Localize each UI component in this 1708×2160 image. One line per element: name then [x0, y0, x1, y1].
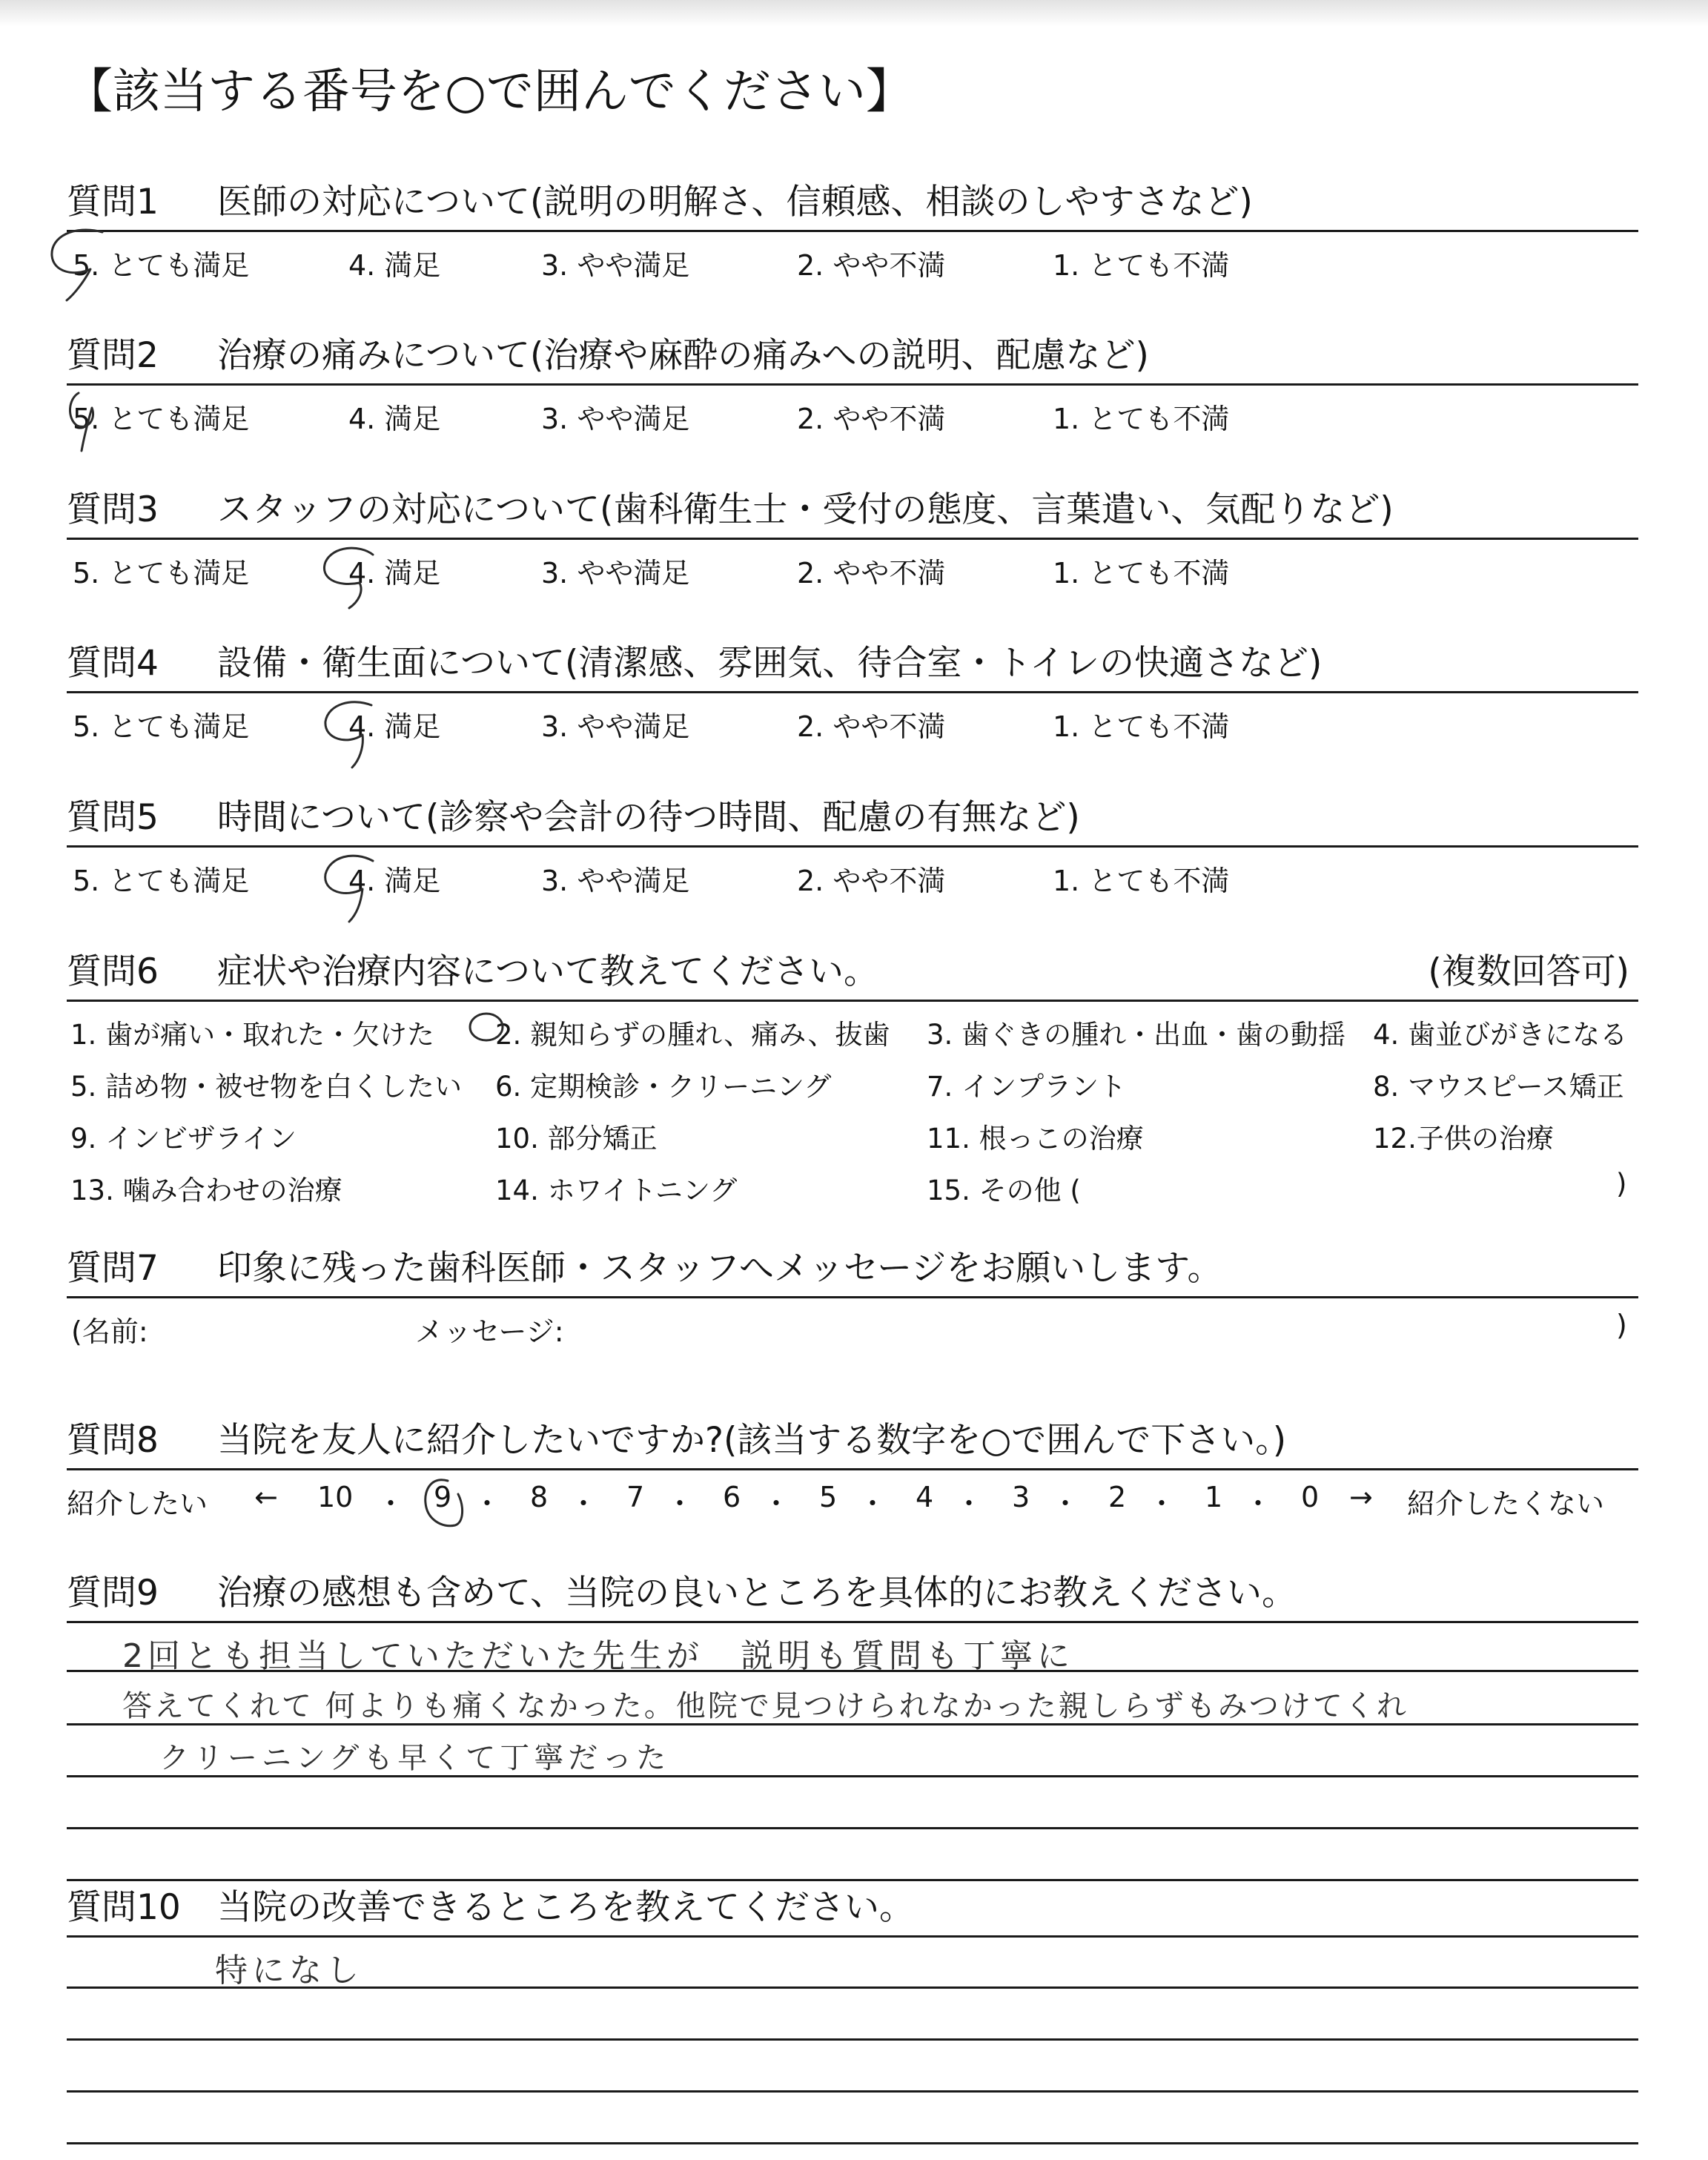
treatment-option[interactable]: 4. 歯並びがきになる [1373, 1019, 1628, 1051]
treatment-option[interactable]: 1. 歯が痛い・取れた・欠けた [70, 1019, 435, 1051]
scale-value[interactable]: 6 [723, 1481, 741, 1513]
treatment-option[interactable]: 9. インビザライン [70, 1123, 297, 1155]
option-somewhat-dissatisfied[interactable]: 2. やや不満 [797, 710, 946, 743]
question-4 [67, 632, 1638, 745]
question-number: 質問5 [67, 797, 159, 838]
recommend-scale [67, 1470, 1638, 1524]
question-text: 当院の改善できるところを教えてください。 [217, 1887, 914, 1928]
treatment-option[interactable]: 11. 根っこの治療 [927, 1123, 1144, 1155]
left-arrow-icon: ← [254, 1481, 278, 1513]
scale-value[interactable]: 2 [1108, 1481, 1127, 1513]
treatment-option[interactable]: 10. 部分矯正 [495, 1123, 658, 1155]
option-somewhat-satisfied[interactable]: 3. やや満足 [541, 557, 690, 589]
question-text: 時間について(診察や会計の待つ時間、配慮の有無など) [217, 797, 1080, 838]
option-very-dissatisfied[interactable]: 1. とても不満 [1053, 557, 1230, 589]
rating-options [67, 693, 1638, 745]
scale-separator: ・ [858, 1487, 887, 1520]
option-very-satisfied[interactable]: 5. とても満足 [73, 557, 250, 589]
option-somewhat-satisfied[interactable]: 3. やや満足 [541, 710, 690, 743]
handwritten-answer: クリーニングも早くて丁寧だった [159, 1741, 671, 1775]
question-8 [67, 1409, 1638, 1524]
message-label: メッセージ: [415, 1315, 564, 1348]
question-number: 質問10 [67, 1887, 181, 1928]
option-very-satisfied[interactable]: 5. とても満足 [73, 249, 250, 282]
option-somewhat-dissatisfied[interactable]: 2. やや不満 [797, 557, 946, 589]
question-7 [67, 1237, 1638, 1346]
option-very-dissatisfied[interactable]: 1. とても不満 [1053, 249, 1230, 282]
option-satisfied[interactable]: 4. 満足 [348, 557, 441, 589]
option-somewhat-satisfied[interactable]: 3. やや満足 [541, 403, 690, 435]
scale-separator: ・ [1244, 1487, 1273, 1520]
treatment-option[interactable]: 5. 詰め物・被せ物を白くしたい [70, 1071, 463, 1103]
scale-separator: ・ [1051, 1487, 1080, 1520]
rating-options [67, 386, 1638, 437]
handwritten-answer: 特になし [215, 1952, 363, 1989]
option-satisfied[interactable]: 4. 満足 [348, 710, 441, 743]
other-close-paren: ) [1616, 1168, 1627, 1200]
question-header [67, 1562, 1638, 1623]
handwritten-answer: 2回とも担当していただいた先生が 説明も質問も丁寧に [122, 1637, 1074, 1675]
scale-separator: ・ [569, 1487, 598, 1520]
treatment-option[interactable]: 3. 歯ぐきの腫れ・出血・歯の動揺 [927, 1019, 1346, 1051]
question-text: 当院を友人に紹介したいですか?(該当する数字を○で囲んで下さい。) [217, 1420, 1287, 1461]
rating-options [67, 232, 1638, 284]
answer-rule [67, 2090, 1638, 2093]
scale-value[interactable]: 8 [530, 1481, 549, 1513]
question-10 [67, 1876, 1638, 2160]
treatment-option[interactable]: 2. 親知らずの腫れ、痛み、抜歯 [495, 1019, 890, 1051]
option-very-satisfied[interactable]: 5. とても満足 [73, 403, 250, 435]
rating-options [67, 540, 1638, 592]
question-number: 質問6 [67, 951, 159, 992]
scale-separator: ・ [666, 1487, 695, 1520]
scale-separator: ・ [762, 1487, 791, 1520]
option-somewhat-dissatisfied[interactable]: 2. やや不満 [797, 865, 946, 897]
question-5 [67, 786, 1638, 899]
question-text: 治療の痛みについて(治療や麻酔の痛みへの説明、配慮など) [217, 335, 1149, 376]
question-text: 症状や治療内容について教えてください。 [217, 951, 879, 992]
option-somewhat-satisfied[interactable]: 3. やや満足 [541, 865, 690, 897]
scale-value[interactable]: 4 [916, 1481, 934, 1513]
answer-rule [67, 2038, 1638, 2041]
answer-rule [67, 1827, 1638, 1829]
option-satisfied[interactable]: 4. 満足 [348, 865, 441, 897]
question-header [67, 632, 1638, 693]
question-text: 医師の対応について(説明の明解さ、信頼感、相談のしやすさなど) [217, 182, 1253, 222]
recommend-label: 紹介したい [67, 1487, 208, 1520]
treatment-option[interactable]: 12.子供の治療 [1373, 1123, 1554, 1155]
treatment-option[interactable]: 6. 定期検診・クリーニング [495, 1071, 832, 1103]
scale-separator: ・ [955, 1487, 984, 1520]
question-header [67, 478, 1638, 540]
question-header [67, 324, 1638, 386]
treatment-option-other[interactable]: 15. その他 ( [927, 1175, 1081, 1206]
scale-separator: ・ [377, 1487, 406, 1520]
scale-value[interactable]: 3 [1012, 1481, 1030, 1513]
multiple-answers-note: (複数回答可) [1428, 951, 1629, 992]
question-header [67, 171, 1638, 232]
option-satisfied[interactable]: 4. 満足 [348, 249, 441, 282]
scale-separator: ・ [1148, 1487, 1176, 1520]
message-close-paren: ) [1616, 1309, 1627, 1341]
question-text: 設備・衛生面について(清潔感、雰囲気、待合室・トイレの快適さなど) [217, 643, 1323, 684]
option-very-satisfied[interactable]: 5. とても満足 [73, 710, 250, 743]
question-number: 質問3 [67, 489, 159, 530]
message-line [67, 1298, 1638, 1346]
handwritten-answer: 答えてくれて 何よりも痛くなかった。他院で見つけられなかった親しらずもみつけてくれ [122, 1689, 1409, 1723]
scale-value[interactable]: 0 [1301, 1481, 1320, 1513]
question-header [67, 1409, 1638, 1470]
option-very-dissatisfied[interactable]: 1. とても不満 [1053, 710, 1230, 743]
question-text: スタッフの対応について(歯科衛生士・受付の態度、言葉遣い、気配りなど) [217, 489, 1394, 530]
option-somewhat-satisfied[interactable]: 3. やや満足 [541, 249, 690, 282]
treatment-option[interactable]: 8. マウスピース矯正 [1373, 1071, 1624, 1103]
answer-rule [67, 2142, 1638, 2144]
question-6 [67, 940, 1638, 1224]
question-number: 質問9 [67, 1573, 159, 1614]
question-header [67, 940, 1638, 1002]
question-3 [67, 478, 1638, 592]
scan-top-edge [0, 0, 1708, 27]
question-text: 印象に残った歯科医師・スタッフへメッセージをお願いします。 [217, 1248, 1222, 1289]
question-header [67, 1876, 1638, 1938]
question-2 [67, 324, 1638, 437]
question-text: 治療の感想も含めて、当院の良いところを具体的にお教えください。 [217, 1573, 1297, 1614]
option-somewhat-dissatisfied[interactable]: 2. やや不満 [797, 403, 946, 435]
rating-options [67, 848, 1638, 899]
question-header [67, 786, 1638, 848]
scale-value[interactable]: 5 [819, 1481, 838, 1513]
scale-separator: ・ [473, 1487, 502, 1520]
answer-lines [67, 1938, 1638, 2160]
option-very-dissatisfied[interactable]: 1. とても不満 [1053, 865, 1230, 897]
scale-value[interactable]: 10 [317, 1481, 354, 1513]
treatment-option[interactable]: 13. 噛み合わせの治療 [70, 1175, 342, 1206]
page-title: 【該当する番号を○で囲んでください】 [65, 65, 913, 119]
question-header [67, 1237, 1638, 1298]
scale-value[interactable]: 1 [1205, 1481, 1223, 1513]
question-1 [67, 171, 1638, 284]
name-label: (名前: [71, 1315, 148, 1348]
question-number: 質問8 [67, 1420, 159, 1461]
question-number: 質問2 [67, 335, 159, 376]
option-satisfied[interactable]: 4. 満足 [348, 403, 441, 435]
question-9 [67, 1562, 1638, 1890]
question-number: 質問4 [67, 643, 159, 684]
treatment-option[interactable]: 7. インプラント [927, 1071, 1127, 1103]
option-very-dissatisfied[interactable]: 1. とても不満 [1053, 403, 1230, 435]
right-arrow-icon: → [1349, 1481, 1373, 1513]
scale-value[interactable]: 9 [434, 1481, 452, 1513]
treatment-options [67, 1002, 1638, 1224]
scale-value[interactable]: 7 [626, 1481, 645, 1513]
answer-lines [67, 1623, 1638, 1890]
not-recommend-label: 紹介したくない [1407, 1487, 1605, 1520]
question-number: 質問1 [67, 182, 159, 222]
option-very-satisfied[interactable]: 5. とても満足 [73, 865, 250, 897]
treatment-option[interactable]: 14. ホワイトニング [495, 1175, 738, 1206]
option-somewhat-dissatisfied[interactable]: 2. やや不満 [797, 249, 946, 282]
question-number: 質問7 [67, 1248, 159, 1289]
